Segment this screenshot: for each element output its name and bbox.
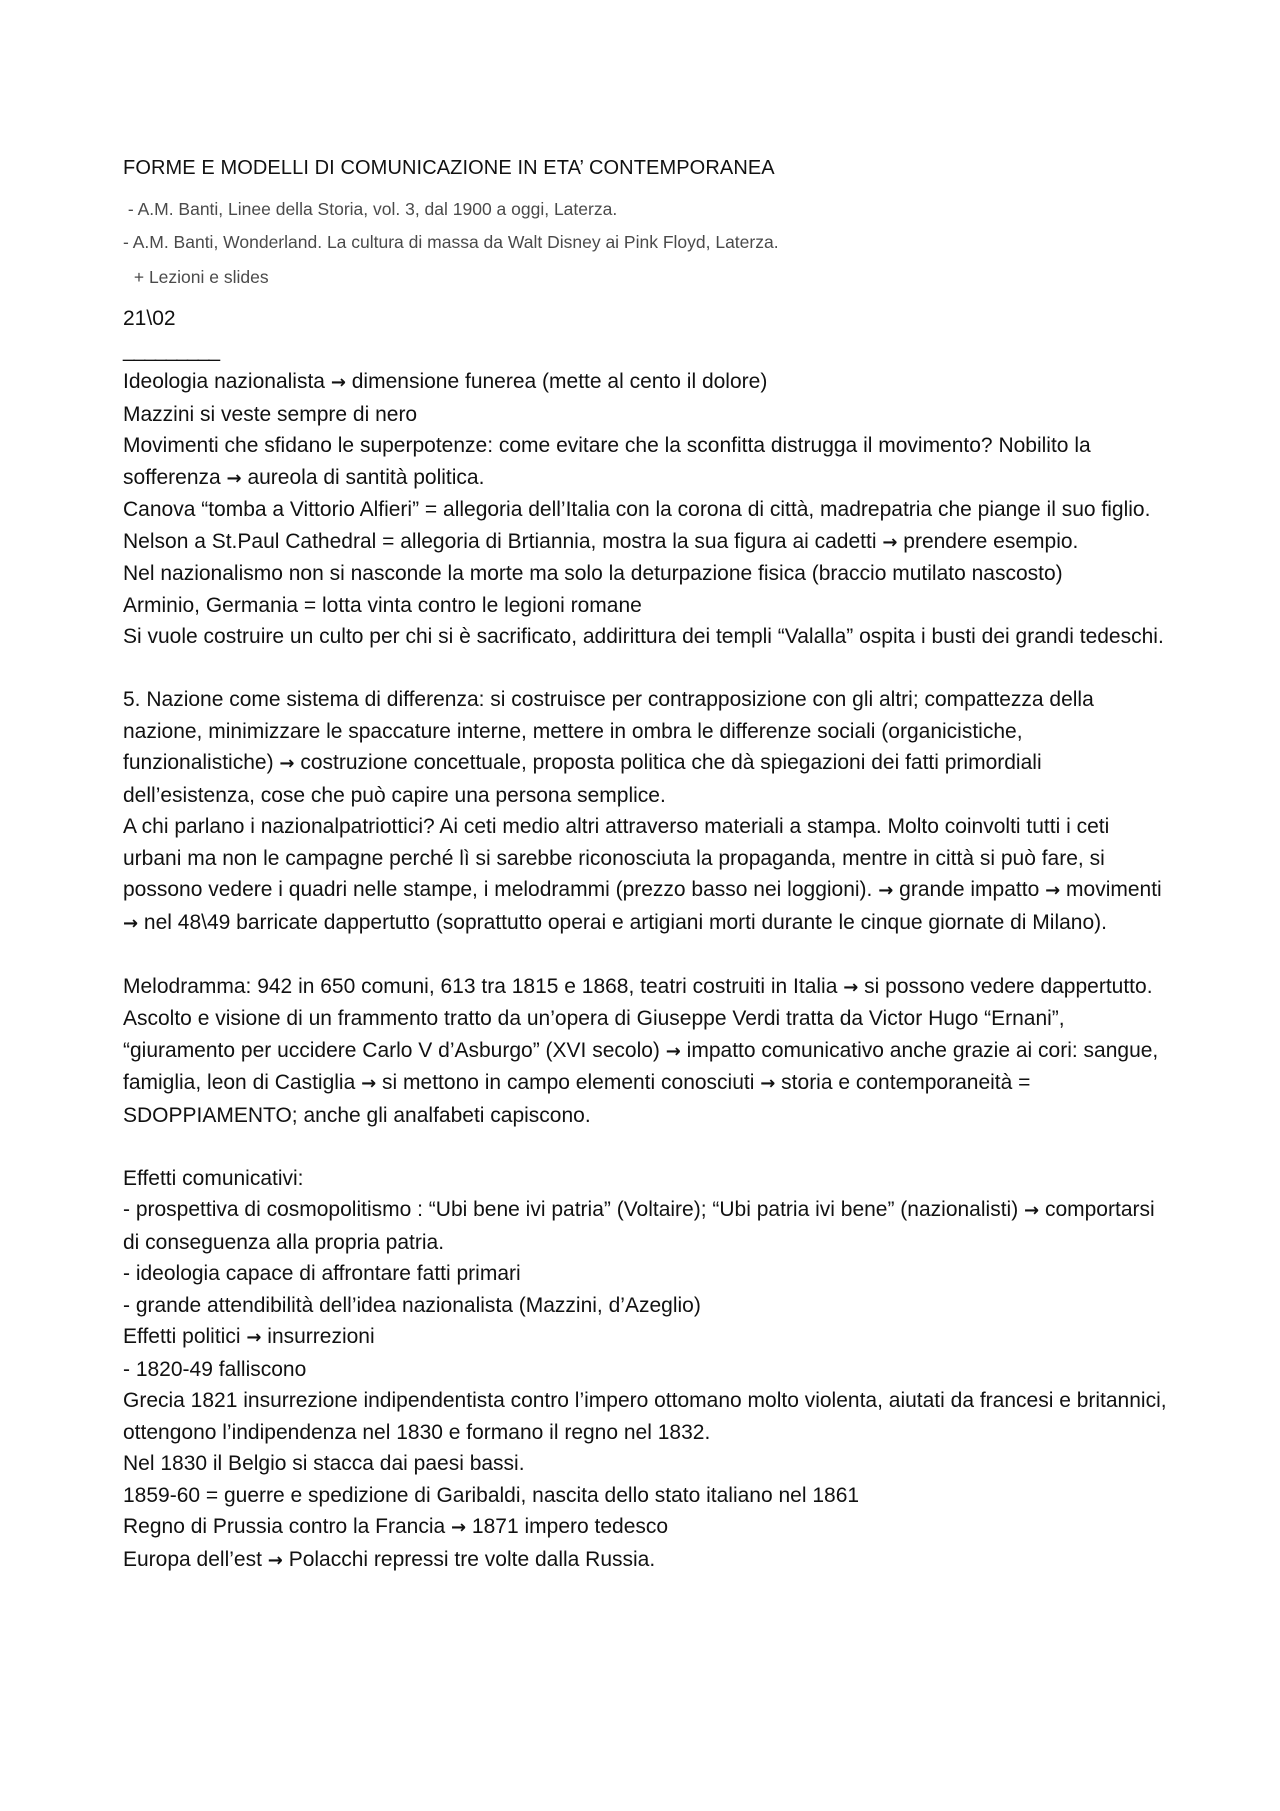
note-paragraph xyxy=(123,811,1168,939)
note-paragraph xyxy=(123,1385,1173,1448)
note-paragraph xyxy=(123,1448,1168,1480)
note-text: dimensione funerea (mette al cento il dolore) xyxy=(345,370,768,393)
note-paragraph xyxy=(123,494,1168,526)
document-page xyxy=(123,152,1173,1576)
arrow-icon: → xyxy=(760,1073,776,1094)
lecture-date: 21\02 xyxy=(123,307,176,330)
arrow-icon: → xyxy=(451,1517,467,1538)
note-text: comportarsi di conseguenza alla propria patria. xyxy=(123,1198,1161,1254)
arrow-icon: → xyxy=(665,1040,681,1062)
arrow-icon: → xyxy=(330,372,346,393)
notes-section-4 xyxy=(123,1163,1173,1577)
note-paragraph xyxy=(123,1163,1168,1195)
note-text: Grecia 1821 insurrezione indipendentista contro l’impero ottomano molto violenta, aiutati da francesi e britannici, ottengono l’indipendenza nel 1830 e formano il regno nel 1832. xyxy=(123,1389,1173,1444)
arrow-icon: → xyxy=(1045,880,1061,901)
note-text: grande impatto xyxy=(893,878,1046,901)
note-text: movimenti xyxy=(1060,878,1168,901)
note-paragraph xyxy=(123,399,1168,431)
note-paragraph xyxy=(123,1511,1168,1544)
note-text: 1859-60 = guerre e spedizione di Garibaldi, nascita dello stato italiano nel 1861 xyxy=(123,1483,860,1507)
arrow-icon: → xyxy=(279,753,295,774)
paragraph-gap xyxy=(123,653,1168,685)
arrow-icon: → xyxy=(843,976,859,998)
note-paragraph xyxy=(123,590,1168,622)
arrow-icon: → xyxy=(123,912,139,934)
note-paragraph xyxy=(123,1321,1168,1354)
note-text: Regno di Prussia contro la Francia xyxy=(123,1515,451,1538)
note-paragraph xyxy=(123,1258,1168,1290)
note-text: impatto comunicativo anche grazie ai cori: sangue, famiglia, leon di Castiglia xyxy=(123,1038,1165,1094)
note-text: Movimenti che sfidano le superpotenze: come evitare che la sconfitta distrugga il movimento? Nobilito la sofferenza xyxy=(123,434,1097,489)
note-paragraph xyxy=(123,526,1168,559)
arrow-icon: → xyxy=(246,1327,262,1348)
note-paragraph xyxy=(123,558,1168,590)
note-text: storia e contemporaneità = SDOPPIAMENTO; anche gli analfabeti capiscono. xyxy=(123,1071,1037,1127)
note-text: Ascolto e visione di un frammento tratto da un’opera di Giuseppe Verdi tratta da Victor Hugo “Ernani”, “giuramento per uccidere Carlo V d’Asburgo” (XVI secolo) xyxy=(123,1007,1071,1062)
arrow-icon: → xyxy=(878,880,894,901)
note-text: Effetti comunicativi: xyxy=(123,1166,304,1190)
note-text: Si vuole costruire un culto per chi si è sacrificato, addirittura dei templi “Valalla” ospita i busti dei grandi tedeschi. xyxy=(123,625,1164,648)
note-text: - prospettiva di cosmopolitismo : “Ubi bene ivi patria” (Voltaire); “Ubi patria ivi bene” (nazionalisti) xyxy=(123,1198,1025,1221)
note-text: costruzione concettuale, proposta politica che dà spiegazioni dei fatti primordiali dell’esistenza, cose che può capire una persona semplice. xyxy=(123,751,1048,807)
note-text: 1871 impero tedesco xyxy=(466,1515,669,1538)
note-text: nel 48\49 barricate dappertutto (soprattutto operai e artigiani morti durante le cinque giornate di Milano). xyxy=(138,910,1107,934)
note-text: Nel nazionalismo non si nasconde la morte ma solo la deturpazione fisica (braccio mutilato nascosto) xyxy=(123,562,1063,585)
notes-section-1 xyxy=(123,366,1168,653)
note-paragraph xyxy=(123,430,1168,494)
note-paragraph xyxy=(123,621,1168,653)
reference-item: - A.M. Banti, Linee della Storia, vol. 3, dal 1900 a oggi, Laterza. xyxy=(123,199,618,219)
arrow-icon: → xyxy=(226,467,242,489)
note-text: si mettono in campo elementi conosciuti xyxy=(376,1071,761,1094)
arrow-icon: → xyxy=(361,1073,377,1094)
note-text: Nel 1830 il Belgio si stacca dai paesi bassi. xyxy=(123,1452,525,1475)
note-text: Nelson a St.Paul Cathedral = allegoria di Brtiannia, mostra la sua figura ai cadetti xyxy=(123,529,883,553)
paragraph-gap xyxy=(123,939,1168,971)
notes-section-2 xyxy=(123,684,1168,939)
note-text: Arminio, Germania = lotta vinta contro le legioni romane xyxy=(123,593,642,617)
note-text: aureola di santità politica. xyxy=(241,465,485,489)
note-paragraph xyxy=(123,1003,1168,1131)
note-paragraph xyxy=(123,1194,1168,1258)
references-list xyxy=(123,190,1168,297)
notes-section-3 xyxy=(123,971,1168,1132)
note-paragraph xyxy=(123,971,1168,1004)
note-paragraph xyxy=(123,1544,1168,1577)
note-paragraph xyxy=(123,684,1168,811)
note-paragraph xyxy=(123,1480,1168,1512)
document-title: FORME E MODELLI DI COMUNICAZIONE IN ETA’ CONTEMPORANEA xyxy=(123,157,775,179)
paragraph-gap xyxy=(123,1131,1168,1163)
note-text: Europa dell’est xyxy=(123,1547,268,1571)
note-text: Melodramma: 942 in 650 comuni, 613 tra 1815 e 1868, teatri costruiti in Italia xyxy=(123,974,844,998)
note-text: - ideologia capace di affrontare fatti primari xyxy=(123,1262,521,1285)
arrow-icon: → xyxy=(882,531,898,553)
note-text: Ideologia nazionalista xyxy=(123,370,331,393)
note-text: - 1820-49 falliscono xyxy=(123,1357,307,1381)
note-text: - grande attendibilità dell’idea nazionalista (Mazzini, d’Azeglio) xyxy=(123,1293,701,1317)
note-text: A chi parlano i nazionalpatriottici? Ai ceti medio altri attraverso materiali a stampa. Molto coinvolti tutti i ceti urbani ma non le campagne perché lì si sarebbe riconosciuta la propaganda, mentre in città si può fare, si possono vedere i quadri nelle stampe, i melodrammi (prezzo basso nei loggioni). xyxy=(123,815,1116,901)
note-paragraph xyxy=(123,1354,1168,1386)
note-text: si possono vedere dappertutto. xyxy=(858,974,1153,998)
note-text: Polacchi repressi tre volte dalla Russia. xyxy=(282,1547,656,1571)
note-text: Canova “tomba a Vittorio Alfieri” = allegoria dell’Italia con la corona di città, madrepatria che piange il suo figlio. xyxy=(123,498,1151,521)
arrow-icon: → xyxy=(267,1549,283,1571)
underline-rule: _________ xyxy=(123,338,220,362)
reference-item: + Lezioni e slides xyxy=(129,267,269,287)
note-text: 5. Nazione come sistema di differenza: si costruisce per contrapposizione con gli altri; compattezza della nazione, minimizzare le spaccature interne, mettere in ombra le differenze sociali (organicistiche, funzionalistiche) xyxy=(123,688,1100,774)
note-text: prendere esempio. xyxy=(897,529,1079,553)
note-text: insurrezioni xyxy=(261,1325,375,1348)
note-text: Effetti politici xyxy=(123,1325,247,1348)
arrow-icon: → xyxy=(1024,1200,1040,1221)
reference-item: - A.M. Banti, Wonderland. La cultura di massa da Walt Disney ai Pink Floyd, Laterza. xyxy=(123,232,779,252)
note-text: Mazzini si veste sempre di nero xyxy=(123,402,418,426)
note-paragraph xyxy=(123,366,1168,399)
note-paragraph xyxy=(123,1290,1168,1322)
